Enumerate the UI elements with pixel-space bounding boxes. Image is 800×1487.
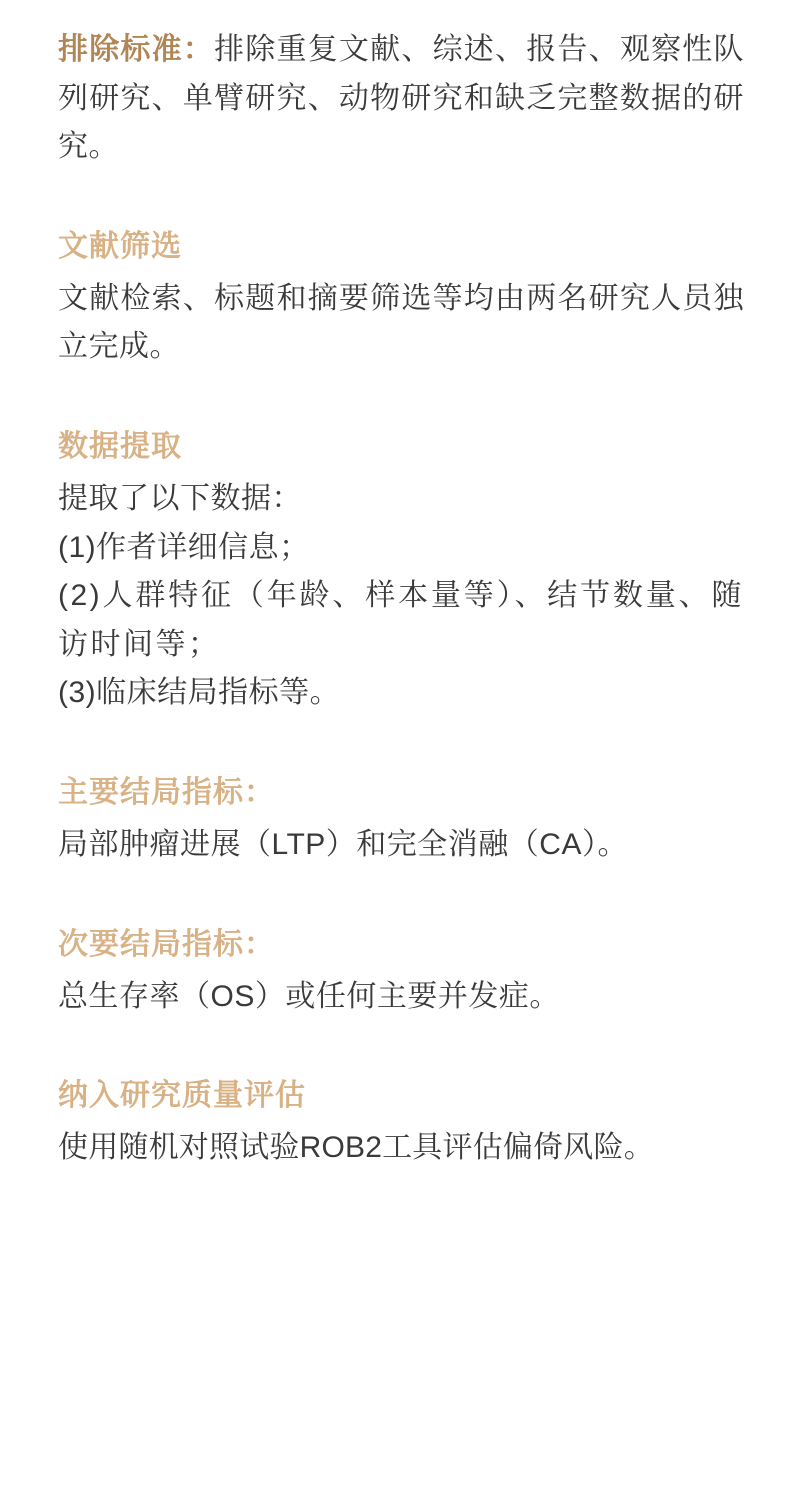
data-extraction-block	[58, 424, 744, 718]
data-extraction-intro: 提取了以下数据：	[58, 481, 302, 515]
literature-screening-block	[58, 224, 744, 372]
data-extraction-heading: 数据提取	[58, 429, 182, 463]
data-extraction-item: (2)人群特征（年龄、样本量等）、结节数量、随访时间等；	[58, 579, 744, 661]
exclusion-criteria-text: 排除重复文献、综述、报告、观察性队列研究、单臂研究、动物研究和缺乏完整数据的研究。	[58, 33, 745, 164]
data-extraction-item: (3)临床结局指标等。	[58, 676, 341, 710]
primary-outcome-heading: 主要结局指标：	[58, 775, 275, 809]
literature-screening-text: 文献检索、标题和摘要筛选等均由两名研究人员独立完成。	[58, 281, 744, 364]
secondary-outcome-text: 总生存率（OS）或任何主要并发症。	[58, 979, 560, 1013]
exclusion-criteria-label: 排除标准：	[58, 33, 215, 66]
quality-assessment-block	[58, 1073, 744, 1173]
quality-assessment-text: 使用随机对照试验ROB2工具评估偏倚风险。	[58, 1131, 654, 1165]
exclusion-criteria-paragraph	[58, 26, 744, 172]
literature-screening-heading: 文献筛选	[58, 229, 182, 263]
secondary-outcome-heading: 次要结局指标：	[58, 927, 275, 961]
secondary-outcome-block	[58, 922, 744, 1022]
primary-outcome-block	[58, 770, 744, 870]
primary-outcome-text: 局部肿瘤进展（LTP）和完全消融（CA）。	[58, 827, 628, 861]
quality-assessment-heading: 纳入研究质量评估	[58, 1079, 306, 1113]
exclusion-criteria-block	[58, 26, 744, 172]
data-extraction-item: (1)作者详细信息；	[58, 530, 310, 564]
